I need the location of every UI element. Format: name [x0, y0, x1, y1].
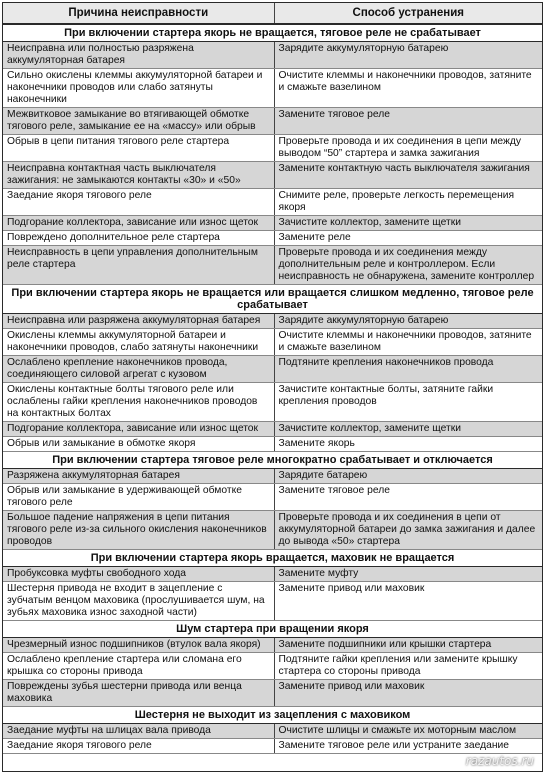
table-row	[3, 108, 542, 135]
cause-cell: Подгорание коллектора, зависание или износ щеток	[3, 422, 274, 437]
table-row	[3, 314, 542, 329]
remedy-column-header: Способ устранения	[274, 3, 542, 24]
remedy-cell: Снимите реле, проверьте легкость перемещения якоря	[274, 189, 542, 216]
table-row	[3, 638, 542, 653]
section-heading-row	[3, 621, 542, 638]
remedy-cell: Замените реле	[274, 231, 542, 246]
table-row	[3, 69, 542, 108]
table-row	[3, 135, 542, 162]
remedy-cell: Зачистите контактные болты, затяните гайки крепления проводов	[274, 383, 542, 422]
remedy-cell: Зачистите коллектор, замените щетки	[274, 422, 542, 437]
table-row	[3, 437, 542, 452]
remedy-cell: Проверьте провода и их соединения между дополнительным реле и контроллером. Если неисправность не обнаружена, замените контроллер	[274, 246, 542, 285]
remedy-cell: Замените якорь	[274, 437, 542, 452]
remedy-cell: Замените контактную часть выключателя зажигания	[274, 162, 542, 189]
cause-cell: Неисправна или разряжена аккумуляторная батарея	[3, 314, 274, 329]
cause-cell: Окислены контактные болты тягового реле или ослаблены гайки крепления наконечников проводов на контактных болтах	[3, 383, 274, 422]
cause-cell: Пробуксовка муфты свободного хода	[3, 567, 274, 582]
cause-cell: Повреждено дополнительное реле стартера	[3, 231, 274, 246]
remedy-cell: Замените привод или маховик	[274, 582, 542, 621]
cause-cell: Повреждены зубья шестерни привода или венца маховика	[3, 680, 274, 707]
table-row	[3, 680, 542, 707]
table-body	[3, 24, 542, 754]
section-title: При включении стартера тяговое реле многократно срабатывает и отключается	[3, 452, 542, 469]
section-heading-row	[3, 285, 542, 314]
cause-cell: Неисправность в цепи управления дополнительным реле стартера	[3, 246, 274, 285]
remedy-cell: Зарядите батарею	[274, 469, 542, 484]
remedy-cell: Замените тяговое реле или устраните заедание	[274, 739, 542, 754]
section-title: При включении стартера якорь не вращается или вращается слишком медленно, тяговое реле срабатывает	[3, 285, 542, 314]
cause-cell: Окислены клеммы аккумуляторной батареи и наконечники проводов, слабо затянуты наконечники	[3, 329, 274, 356]
remedy-cell: Подтяните гайки крепления или замените крышку стартера со стороны привода	[274, 653, 542, 680]
table-row	[3, 739, 542, 754]
table-header-row	[3, 3, 542, 24]
remedy-cell: Проверьте провода и их соединения в цепи от аккумуляторной батареи до замка зажигания и далее до вывода «50» стартера	[274, 511, 542, 550]
section-heading-row	[3, 24, 542, 42]
table-row	[3, 356, 542, 383]
remedy-cell: Очистите шлицы и смажьте их моторным маслом	[274, 724, 542, 739]
table-row	[3, 422, 542, 437]
remedy-cell: Проверьте провода и их соединения в цепи между выводом “50” стартера и замка зажигания	[274, 135, 542, 162]
table-row	[3, 484, 542, 511]
table-row	[3, 329, 542, 356]
remedy-cell: Замените тяговое реле	[274, 484, 542, 511]
cause-cell: Межвитковое замыкание во втягивающей обмотке тягового реле, замыкание ее на «массу» или обрыв	[3, 108, 274, 135]
cause-cell: Заедание якоря тягового реле	[3, 189, 274, 216]
cause-cell: Обрыв или замыкание в обмотке якоря	[3, 437, 274, 452]
cause-cell: Шестерня привода не входит в зацепление с зубчатым венцом маховика (прослушивается шум, на зубьях маховика износ заходной части)	[3, 582, 274, 621]
section-heading-row	[3, 707, 542, 724]
table-row	[3, 246, 542, 285]
section-title: Шестерня не выходит из зацепления с маховиком	[3, 707, 542, 724]
section-title: При включении стартера якорь вращается, маховик не вращается	[3, 550, 542, 567]
remedy-cell: Замените подшипники или крышки стартера	[274, 638, 542, 653]
remedy-cell: Замените муфту	[274, 567, 542, 582]
cause-cell: Сильно окислены клеммы аккумуляторной батареи и наконечники проводов или слабо затянуты наконечники	[3, 69, 274, 108]
section-title: При включении стартера якорь не вращается, тяговое реле не срабатывает	[3, 24, 542, 42]
remedy-cell: Очистите клеммы и наконечники проводов, затяните и смажьте вазелином	[274, 69, 542, 108]
remedy-cell: Зачистите коллектор, замените щетки	[274, 216, 542, 231]
cause-column-header: Причина неисправности	[3, 3, 274, 24]
cause-cell: Разряжена аккумуляторная батарея	[3, 469, 274, 484]
table-row	[3, 582, 542, 621]
cause-cell: Подгорание коллектора, зависание или износ щеток	[3, 216, 274, 231]
table-row	[3, 724, 542, 739]
remedy-cell: Подтяните крепления наконечников провода	[274, 356, 542, 383]
cause-cell: Заедание муфты на шлицах вала привода	[3, 724, 274, 739]
cause-cell: Неисправна контактная часть выключателя зажигания: не замыкаются контакты «30» и «50»	[3, 162, 274, 189]
cause-cell: Ослаблено крепление стартера или сломана его крышка со стороны привода	[3, 653, 274, 680]
remedy-cell: Очистите клеммы и наконечники проводов, затяните и смажьте вазелином	[274, 329, 542, 356]
cause-cell: Неисправна или полностью разряжена аккумуляторная батарея	[3, 42, 274, 69]
remedy-cell: Замените тяговое реле	[274, 108, 542, 135]
section-heading-row	[3, 452, 542, 469]
cause-cell: Большое падение напряжения в цепи питания тягового реле из-за сильного окисления наконечников проводов	[3, 511, 274, 550]
section-title: Шум стартера при вращении якоря	[3, 621, 542, 638]
remedy-cell: Зарядите аккумуляторную батарею	[274, 42, 542, 69]
cause-cell: Обрыв в цепи питания тягового реле стартера	[3, 135, 274, 162]
table-row	[3, 42, 542, 69]
table-row	[3, 189, 542, 216]
cause-cell: Заедание якоря тягового реле	[3, 739, 274, 754]
troubleshooting-table	[3, 3, 542, 754]
table-row	[3, 567, 542, 582]
cause-cell: Чрезмерный износ подшипников (втулок вала якоря)	[3, 638, 274, 653]
cause-cell: Ослаблено крепление наконечников провода, соединяющего силовой агрегат с кузовом	[3, 356, 274, 383]
table-row	[3, 162, 542, 189]
watermark-text: razautos.ru	[465, 754, 534, 768]
remedy-cell: Замените привод или маховик	[274, 680, 542, 707]
troubleshooting-table-page	[2, 2, 543, 772]
table-row	[3, 216, 542, 231]
table-row	[3, 383, 542, 422]
section-heading-row	[3, 550, 542, 567]
table-row	[3, 653, 542, 680]
cause-cell: Обрыв или замыкание в удерживающей обмотке тягового реле	[3, 484, 274, 511]
table-row	[3, 511, 542, 550]
remedy-cell: Зарядите аккумуляторную батарею	[274, 314, 542, 329]
table-row	[3, 231, 542, 246]
table-row	[3, 469, 542, 484]
